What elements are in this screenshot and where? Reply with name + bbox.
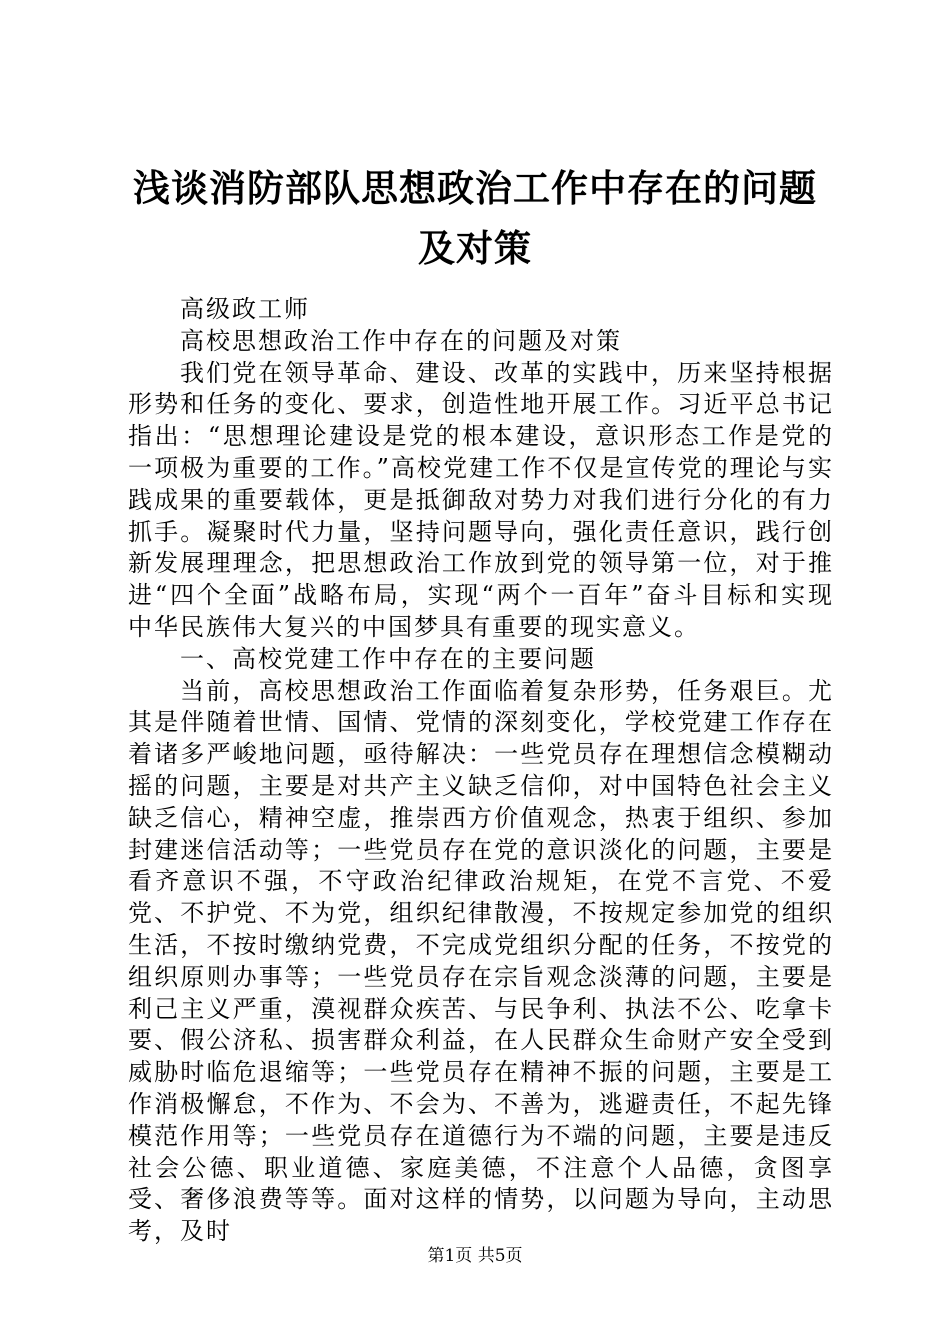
- author-line: 高级政工师: [180, 295, 310, 323]
- document-body: [128, 294, 834, 1248]
- body-paragraph: 当前，高校思想政治工作面临着复杂形势，任务艰巨。尤其是伴随着世情、国情、党情的深刻变化，学校党建工作存在着诸多严峻地问题，亟待解决：一些党员存在理想信念模糊动摇的问题，主要是对共产主义缺乏信仰，对中国特色社会主义缺乏信心，精神空虚，推崇西方价值观念，热衷于组织、参加封建迷信活动等；一些党员存在党的意识淡化的问题，主要是看齐意识不强，不守政治纪律政治规矩，在党不言党、不爱党、不护党、不为党，组织纪律散漫，不按规定参加党的组织生活，不按时缴纳党费，不完成党组织分配的任务，不按党的组织原则办事等；一些党员存在宗旨观念淡薄的问题，主要是利己主义严重，漠视群众疾苦、与民争利、执法不公、吃拿卡要、假公济私、损害群众利益，在人民群众生命财产安全受到威胁时临危退缩等；一些党员存在精神不振的问题，主要是工作消极懈怠，不作为、不会为、不善为，逃避责任，不起先锋模范作用等；一些党员存在道德行为不端的问题，主要是违反社会公德、职业道德、家庭美德，不注意个人品德，贪图享受、奢侈浪费等等。面对这样的情势，以问题为导向，主动思考，及时: [128, 676, 834, 1246]
- document-title: 浅谈消防部队思想政治工作中存在的问题及对策: [133, 166, 817, 270]
- subtitle-line: 高校思想政治工作中存在的问题及对策: [180, 326, 622, 355]
- intro-paragraph: 我们党在领导革命、建设、改革的实践中，历来坚持根据形势和任务的变化、要求，创造性地开展工作。习近平总书记指出：“思想理论建设是党的根本建设，意识形态工作是党的一项极为重要的工作。”高校党建工作不仅是宣传党的理论与实践成果的重要载体，更是抵御敌对势力对我们进行分化的有力抓手。凝聚时代力量，坚持问题导向，强化责任意识，践行创新发展理理念，把思想政治工作放到党的领导第一位，对于推进“四个全面”战略布局，实现“两个一百年”奋斗目标和实现中华民族伟大复兴的中国梦具有重要的现实意义。: [128, 358, 834, 641]
- section-heading: 一、高校党建工作中存在的主要问题: [180, 644, 596, 673]
- page-footer: 第1页 共5页: [427, 1246, 523, 1266]
